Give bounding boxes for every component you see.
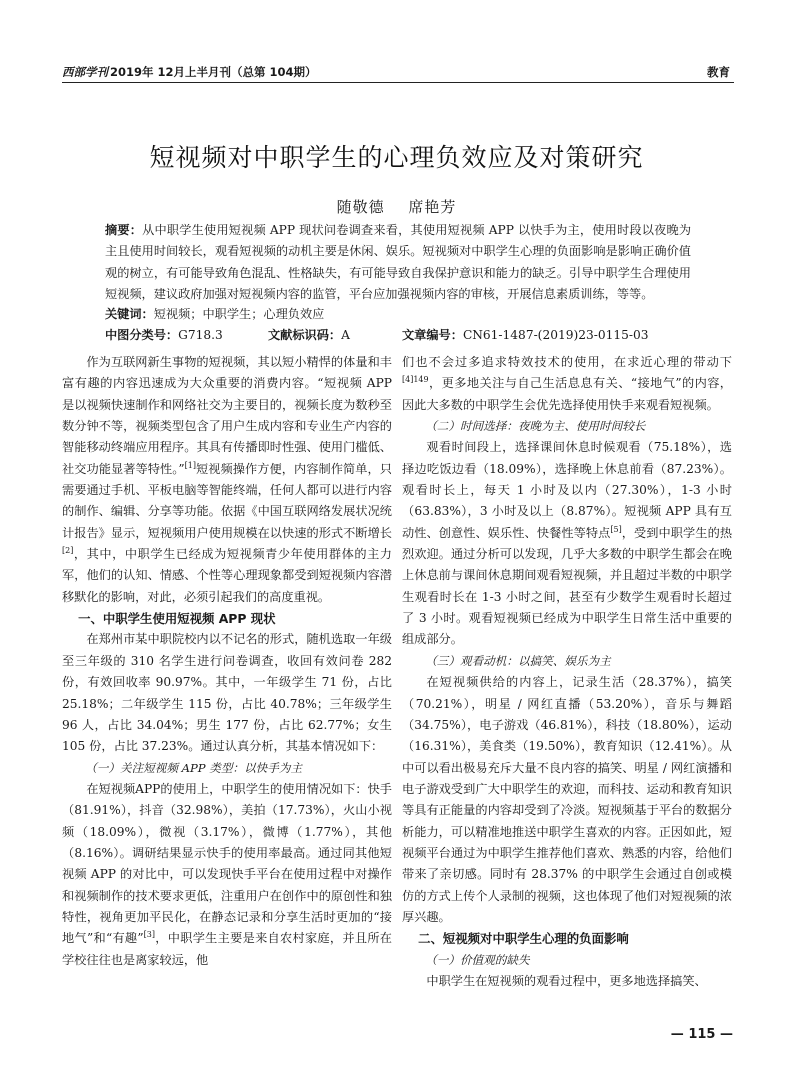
paragraph: 中职学生在短视频的观看过程中，更多地选择搞笑、 [426,973,707,988]
citation[interactable]: [3] [143,930,155,940]
citation[interactable]: [1] [184,460,196,470]
journal-info [62,64,317,80]
abstract-label: 摘要： [105,223,143,237]
page-number: — 115 — [670,1027,733,1042]
subsection-heading: （三）观看动机：以搞笑、娱乐为主 [425,653,611,668]
author-name: 随敬德 [336,198,385,216]
left-column [62,352,392,971]
classification-number [105,326,223,343]
citation[interactable]: [2] [62,546,74,556]
article-number [402,326,648,343]
citation[interactable]: [4]149 [402,375,429,385]
article-no-label: 文章编号： [402,328,463,342]
paragraph: 们也不会过多追求特效技术的使用，在求近心理的带动下$^{[4]149}$，更多地关注与自己生活息息有关、“接地气”的内容，因此大多数的中职学生会优先选择使用快手来观看短视频。 [402,355,732,412]
classification-label: 中图分类号： [105,328,179,342]
subsection-heading: （一）关注短视频 APP 类型：以快手为主 [85,760,303,775]
right-column [402,352,732,992]
section-heading: 一、中职学生使用短视频 APP 现状 [78,611,276,627]
keywords-text: 短视频；中职学生；心理负效应 [153,307,325,321]
keywords [105,305,324,322]
abstract-text: 从中职学生使用短视频 APP 现状问卷调查来看，其使用短视频 APP 以快手为主，使用时段以夜晚为主且使用时间较长，观看短视频的动机主要是休闲、娱乐。短视频对中职学生心理的负面影响是影响正确价值观的树立，有可能导致角色混乱、性格缺失，有可能导致自我保护意识和能力的缺乏。引导中职学生合理使用短视频，建议政府加强对短视频内容的监管，平台应加强视频内容的审核，开展信息素质训练，等等。 [105,223,692,302]
document-code [268,326,350,343]
paragraph: 在短视频供给的内容上，记录生活（28.37%），搞笑（70.21%），明星 / 网红直播（53.20%），音乐与舞蹈（34.75%），电子游戏（46.81%），科技（18.80%），运动（16.31%），美食类（19.50%），教育知识（12.41%）。从中可以看出极易充斥大量不良内容的搞笑、明星 / 网红演播和电子游戏受到广大中职学生的欢迎，而科技、运动和教育知识等具有正能量的内容却受到了冷淡。短视频基于平台的数据分析能力，可以精准地推送中职学生喜欢的内容。正因如此，短视频平台通过为中职学生推荐他们喜欢、熟悉的内容，给他们带来了亲切感。同时有 28.37% 的中职学生会通过自创或模仿的方式上传个人录制的视频，这也体现了他们对短视频的浓厚兴趣。 [402,675,732,924]
paper-title: 短视频对中职学生的心理负效应及对策研究 [149,143,644,172]
journal-logo: 西部学刊 [62,65,108,79]
author-list [0,196,793,217]
section-label: 教育 [707,65,730,79]
section-heading: 二、短视频对中职学生心理的负面影响 [418,931,629,947]
doc-code-value: A [341,328,350,342]
paragraph: 在郑州市某中职院校内以不记名的形式，随机选取一年级至三年级的 310 名学生进行问卷调查，收回有效问卷 282 份，有效回收率 90.97%。其中，一年级学生 71 份，占比 25.18%；二年级学生 115 份，占比 40.78%；三年级学生 96 人，占比 34.04%；男生 177 份，占比 62.77%；女生 105 份，占比 37.23%。通过认真分析，其基本情况如下： [62,632,392,754]
article-no-value: CN61-1487-(2019)23-0115-03 [462,328,649,342]
paragraph: 作为互联网新生事物的短视频，其以短小精悍的体量和丰富有趣的内容迅速成为大众重要的消费内容。“短视频 APP 是以视频快速制作和网络社交为主要目的，视频长度为数秒至数分钟不等，视频类型包含了用户生成内容和专业生产内容的智能移动终端应用程序。其具有传播即时性强、使用门槛低、社交功能显著等特性。”[1]短视频操作方便，内容制作简单，只需要通过手机、平板电脑等智能终端，任何人都可以进行内容的制作、编辑、分享等功能。依据《中国互联网络发展状况统计报告》显示，短视频用户使用规模在以快速的形式不断增长[2]，其中，中职学生已经成为短视频青少年使用群体的主力军，他们的认知、情感、个性等心理现象都受到短视频内容潜移默化的影响，对此，必须引起我们的高度重视。 [62,355,392,604]
subsection-heading: （二）时间选择：夜晚为主、使用时间较长 [425,419,646,434]
paragraph: 观看时间段上，选择课间休息时候观看（75.18%），选择边吃饭边看（18.09%），选择晚上休息前看（87.23%）。观看时长上，每天 1 小时及以内（27.30%），1-3 小时（63.83%），3 小时及以上（8.87%）。短视频 APP 具有互动性、创意性、娱乐性、快餐性等特点[5]，受到中职学生的热烈欢迎。通过分析可以发现，几乎大多数的中职学生都会在晚上休息前与课间休息期间观看短视频，并且超过半数的中职学生观看时长在 1-3 小时之间，甚至有少数学生观看时长超过了 3 小时。观看短视频已经成为中职学生日常生活中重要的组成部分。 [402,440,733,647]
paragraph: 在短视频APP的使用上，中职学生的使用情况如下：快手（81.91%），抖音（32.98%），美拍（17.73%），火山小视频（18.09%），微视（3.17%），微博（1.77%），其他（8.16%）。调研结果显示快手的使用率最高。通过同其他短视频 APP 的对比中，可以发现快手平台在使用过程中对操作和视频制作的技术要求更低，注重用户在创作中的原创性和独特性，视角更加平民化，在静态记录和分享生活时更加的“接地气”和“有趣”[3]，中职学生主要是来自农村家庭，并且所在学校往往也是离家较远，他 [62,781,392,967]
doc-code-label: 文献标识码： [268,328,342,342]
running-header [62,62,734,83]
author-name: 席艳芳 [408,198,457,216]
citation[interactable]: [5] [610,524,622,534]
journal-issue: 2019年 12月上半月刊（总第 104期） [110,65,317,79]
classification-value: G718.3 [178,328,223,342]
abstract [105,220,691,306]
subsection-heading: （一）价值观的缺失 [425,952,530,967]
keywords-label: 关键词： [105,307,154,321]
